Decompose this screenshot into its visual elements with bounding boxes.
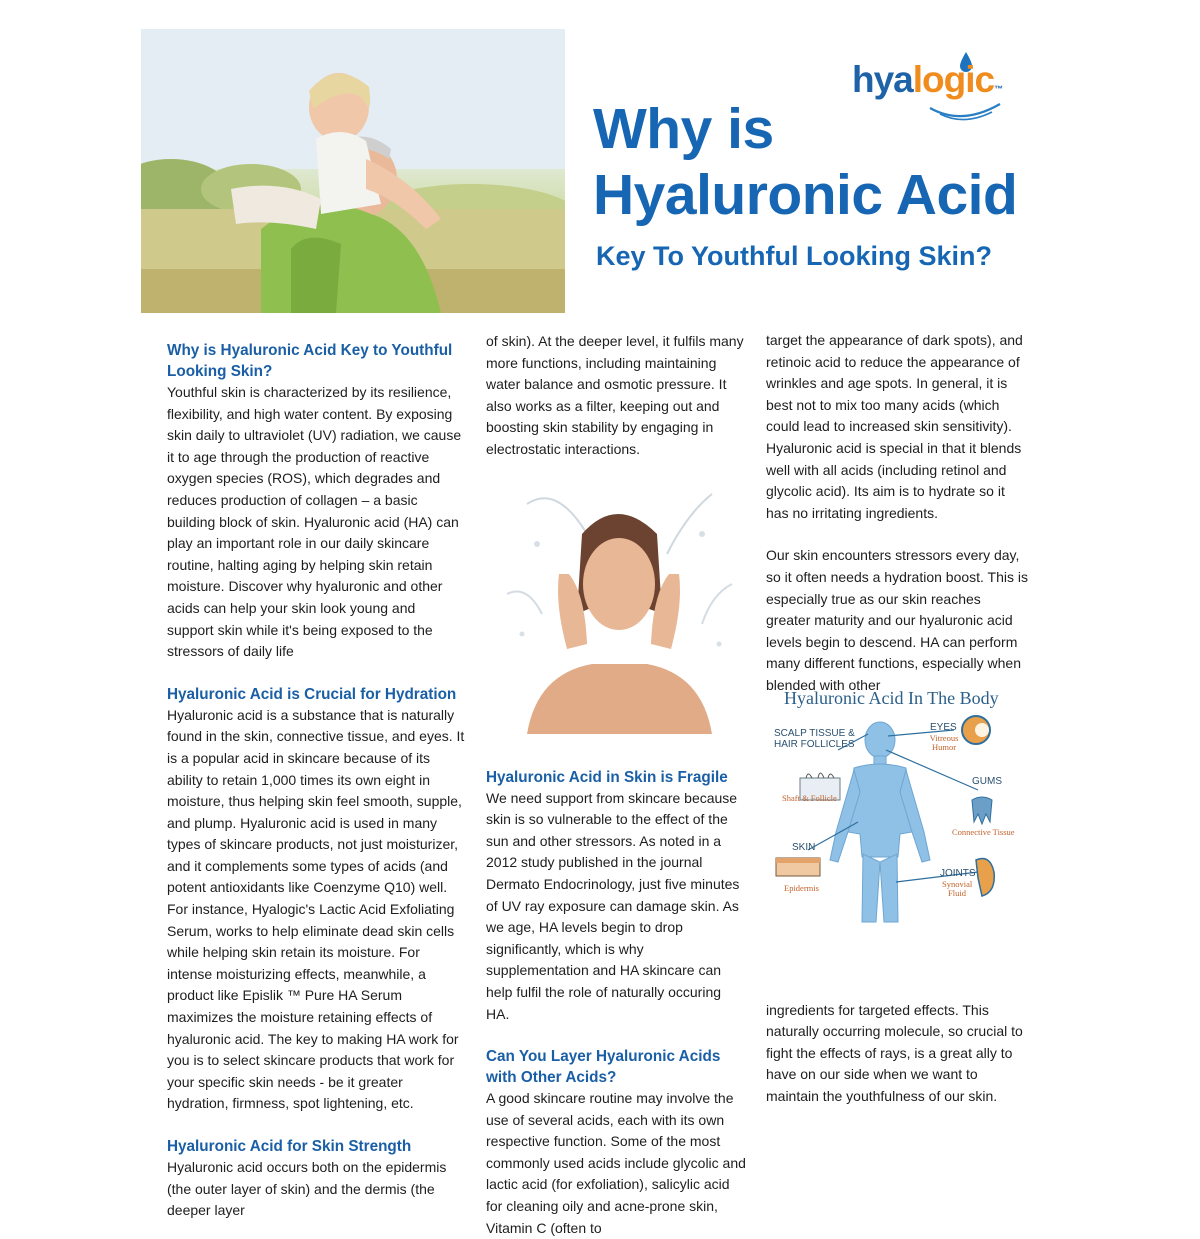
title-line-1: Why is <box>593 97 774 161</box>
label-joints: JOINTS <box>940 868 976 879</box>
label-scalp-sub: Shaft & Follicle <box>782 793 837 803</box>
intro-body: Youthful skin is characterized by its resilience, flexibility, and high water content. By exposing skin daily to ultraviolet (UV) radiation, we cause it to age through the production of reactive oxygen species (ROS), which degrades and reduces production of collagen – a basic building block of skin. Hyaluronic acid (HA) can play an important role in our daily skincare routine, halting aging by helping skin retain moisture. Discover why hyaluronic and other acids can help your skin look young and support skin while it's being exposed to the stressors of daily life <box>167 384 462 660</box>
hero-photo <box>141 29 565 313</box>
label-scalp: SCALP TISSUE & HAIR FOLLICLES <box>774 728 855 750</box>
hydration-heading: Hyaluronic Acid is Crucial for Hydration <box>167 685 457 703</box>
woman-splashing-water-illustration <box>497 474 742 734</box>
hydration-body: Hyaluronic acid is a substance that is naturally found in the skin, connective tissue, and eyes. It is a popular acid in skincare because of its ability to retain 1,000 times its own eight in moisture, thus helping skin feel smooth, supple, and plump. Hyaluronic acid is used in many types of skincare products, not just moisturizer, and it complements some types of acids (and potent antioxidants like Coenzyme Q10) well. For instance, Hyalogic's Lactic Acid Exfoliating Serum, works to help eliminate dead skin cells while helping skin retain its moisture. For intense moisturizing effects, meanwhile, a product like Epislik ™ Pure HA Serum maximizes the moisture retaining effects of hyaluronic acid. The key to making HA work for you is to select skincare products that work for your specific skin needs - be it greater hydration, firmness, spot lightening, etc. <box>167 706 465 1112</box>
diagram-title: Hyaluronic Acid In The Body <box>784 688 999 708</box>
splash-photo <box>497 474 742 734</box>
strength-heading: Hyaluronic Acid for Skin Strength <box>167 1138 412 1155</box>
label-eyes: EYES <box>930 722 957 733</box>
strength-continued: of skin). At the deeper level, it fulfils many more functions, including maintaining water balance and osmotic pressure. It also works as a filter, keeping out and boosting skin stability by engaging in electrostatic interactions. <box>486 333 744 457</box>
label-eyes-sub: Vitreous Humor <box>929 733 959 752</box>
layer-continued: target the appearance of dark spots), and retinoic acid to reduce the appearance of wrinkles and age spots. In general, it is best not to mix too many acids (which could lead to increased skin sensitivity). Hyaluronic acid is special in that it blends well with all acids (including retinol and glycolic acid). Its aim is to hydrate so it has no irritating ingredients. <box>766 332 1023 521</box>
column-1 <box>167 340 465 1222</box>
fragile-heading: Hyaluronic Acid in Skin is Fragile <box>486 768 728 786</box>
label-gums-sub: Connective Tissue <box>952 827 1015 837</box>
logo-wordmark: hyalogic™ <box>852 59 1003 100</box>
strength-body: Hyaluronic acid occurs both on the epidermis (the outer layer of skin) and the dermis (the deeper layer <box>167 1159 447 1219</box>
label-skin: SKIN <box>792 842 816 853</box>
page-subtitle: Key To Youthful Looking Skin? <box>596 241 992 271</box>
fragile-body: We need support from skincare because skin is so vulnerable to the effect of the sun and other stressors. As noted in a 2012 study published in the journal Dermato Endocrinology, just five minutes of UV ray exposure can damage skin. As we age, HA levels begin to drop significantly, which is why supplementation and HA skincare can help fulfil the role of naturally occuring HA. <box>486 789 740 1022</box>
intro-heading: Why is Hyaluronic Acid Key to Youthful Looking Skin? <box>167 342 453 380</box>
layer-body: A good skincare routine may involve the use of several acids, each with its own respective function. Some of the most commonly used acids include glycolic and lactic acid (for exfoliation), salicylic acid for cleaning oily and acne-prone skin, Vitamin C (often to <box>486 1090 746 1236</box>
label-joints-sub: Synovial Fluid <box>942 879 973 898</box>
stressors-paragraph: Our skin encounters stressors every day, so it often needs a hydration boost. This is especially true as our skin reaches greater maturity and our hyaluronic acid levels begin to descend. HA can perform many different functions, especially when blended with other <box>766 547 1029 693</box>
label-gums: GUMS <box>972 776 1002 787</box>
couple-illustration <box>141 29 565 313</box>
hyaluronic-acid-body-diagram <box>768 682 1030 942</box>
layer-heading: Can You Layer Hyaluronic Acids with Other Acids? <box>486 1048 721 1087</box>
column-2 <box>486 331 746 1239</box>
closing-paragraph: ingredients for targeted effects. This naturally occurring molecule, so crucial to fight the effects of rays, is a great ally to have on our side when we want to maintain the youthfulness of our skin. <box>766 1001 1023 1104</box>
body-figure-illustration <box>768 682 1030 942</box>
title-line-2: Hyaluronic Acid <box>593 163 1018 227</box>
label-skin-sub: Epidermis <box>784 883 819 893</box>
page-title <box>593 96 1193 228</box>
